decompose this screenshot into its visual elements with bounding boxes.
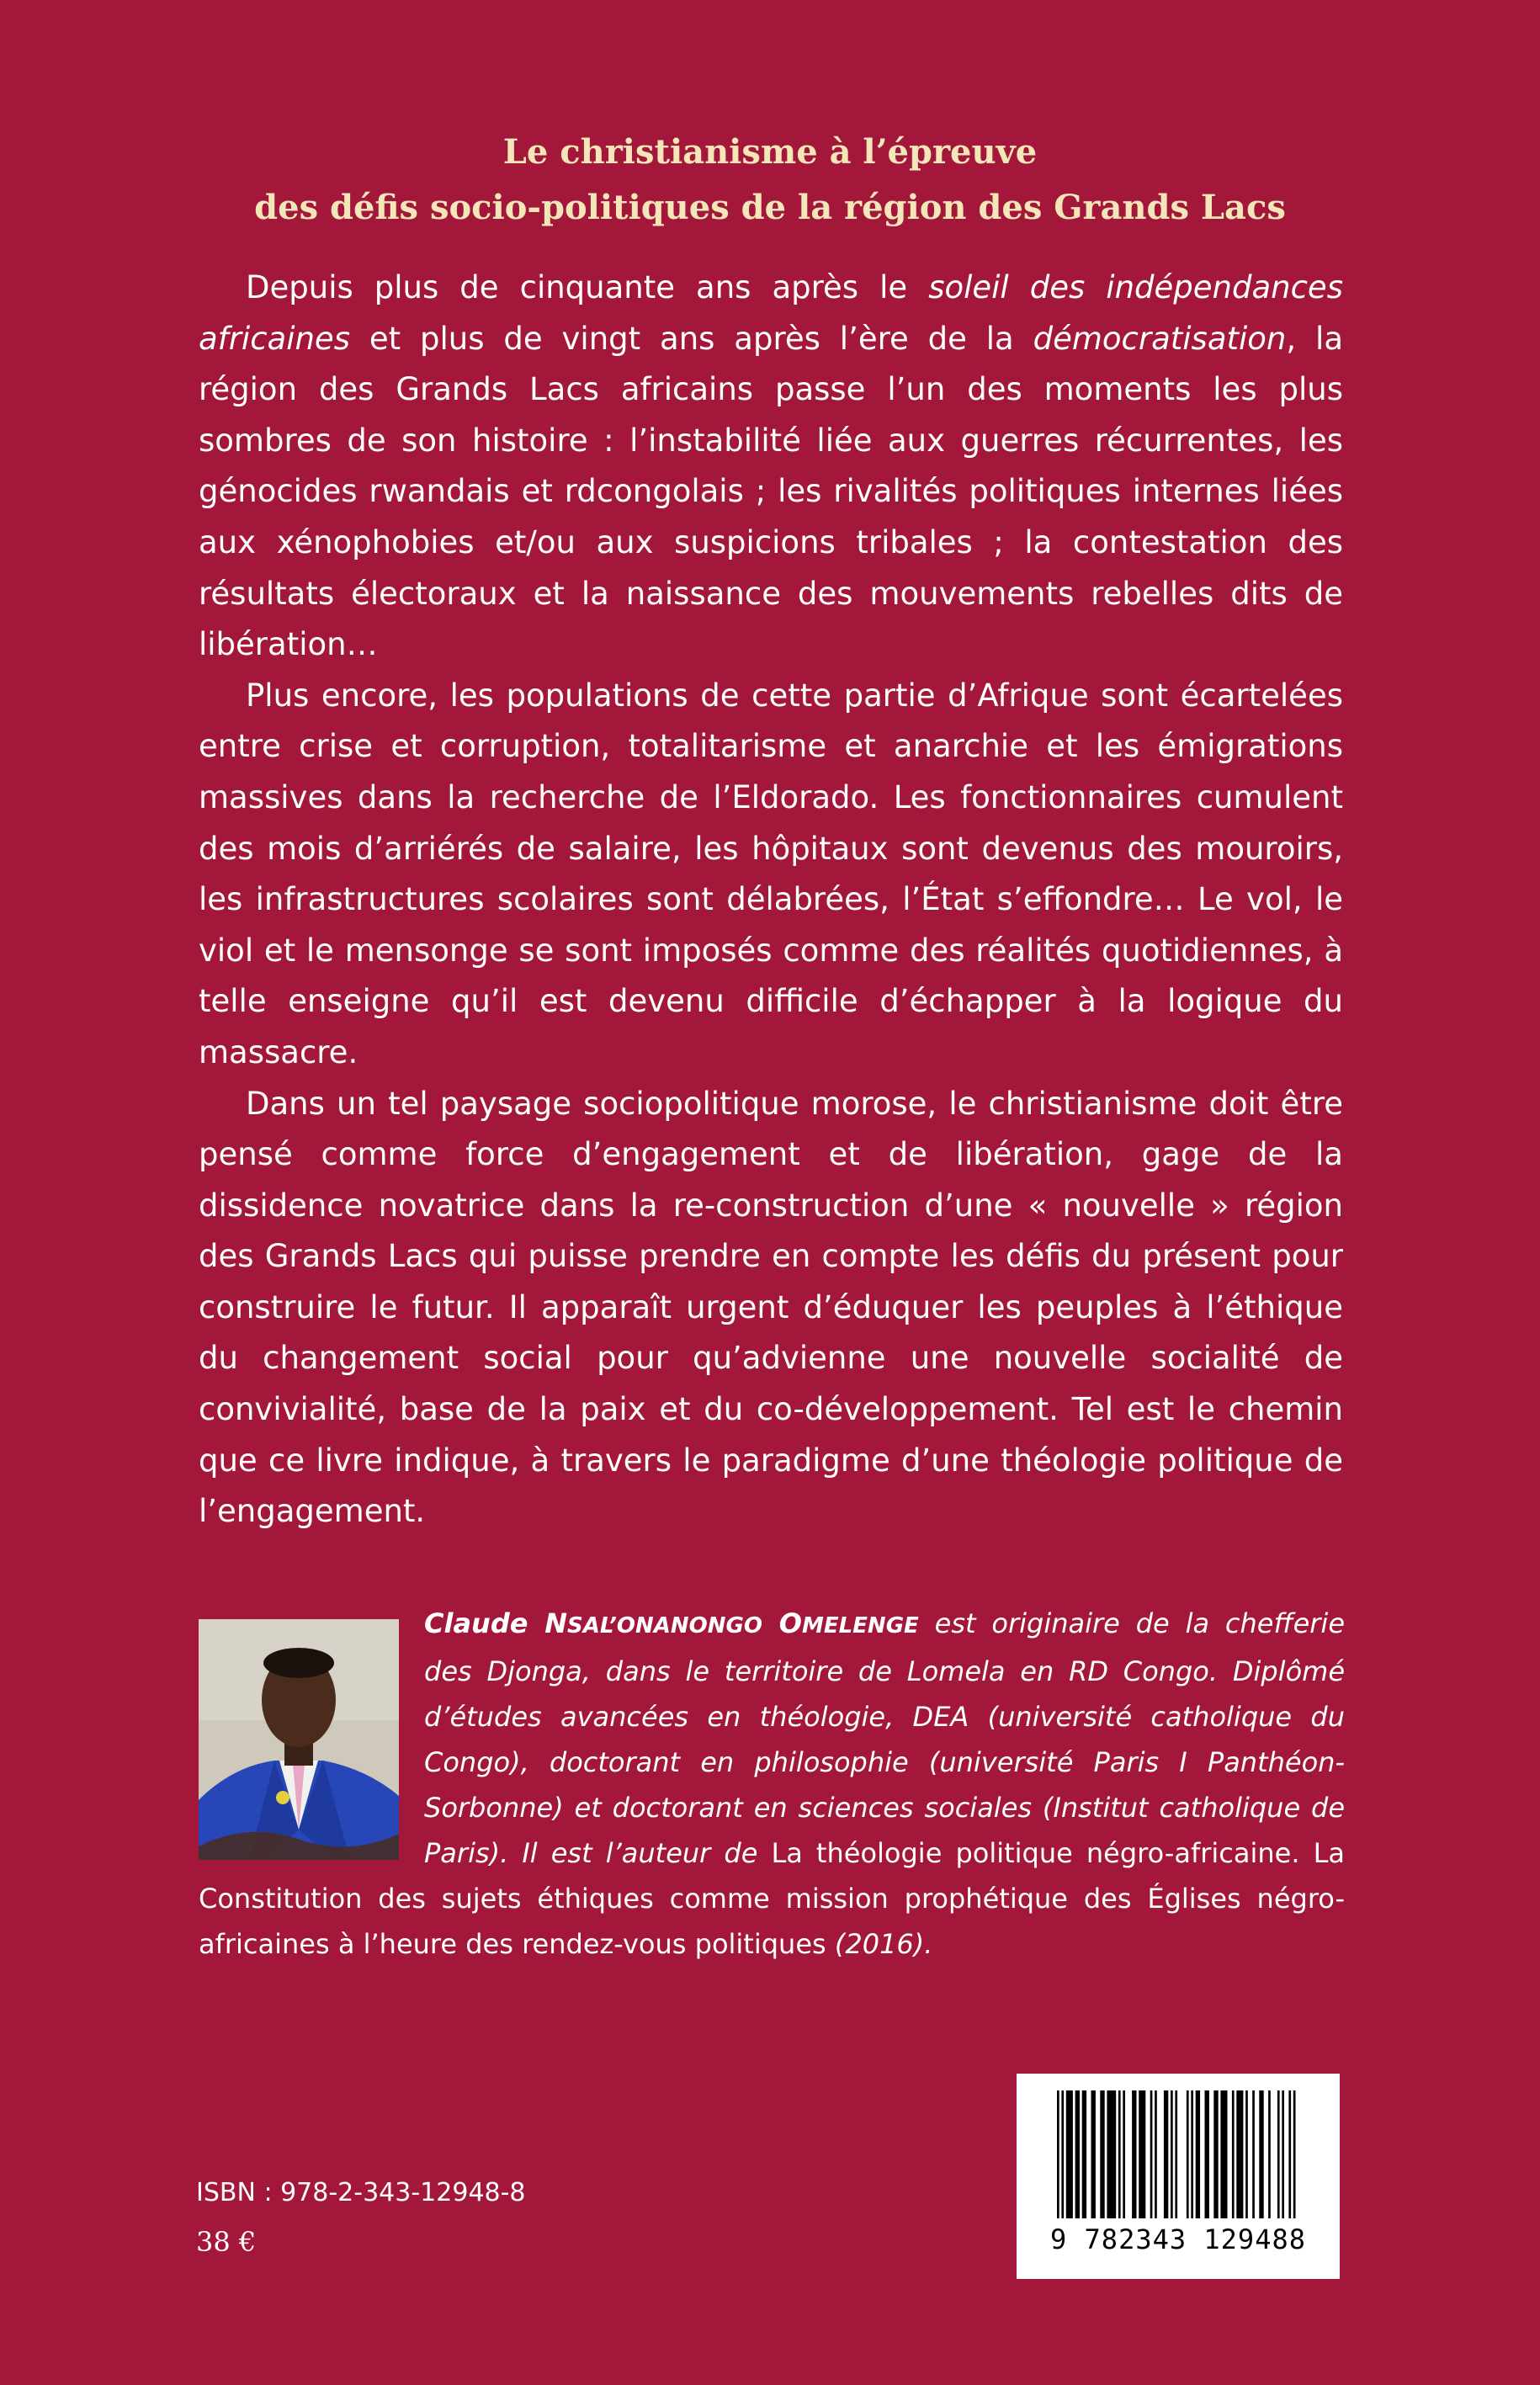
barcode-box (1017, 2074, 1340, 2279)
barcode-bar (1150, 2090, 1153, 2218)
barcode-bar (1139, 2090, 1145, 2218)
barcode-bar (1066, 2090, 1073, 2218)
barcode-bar (1123, 2090, 1125, 2218)
price: 38 € (196, 2226, 257, 2258)
barcode-bar (1164, 2090, 1168, 2218)
barcode-bar (1220, 2090, 1227, 2218)
barcode-bar (1236, 2090, 1243, 2218)
barcode-bar (1232, 2090, 1235, 2218)
author-book-title: La théologie politique négro-africaine. La Constitution des sujets éthiques comme mission prophétique des Églises négro-africaines à l’heure des rendez-vous politiques (199, 1837, 1346, 1960)
blurb-p1-a: Depuis plus de cinquante ans après le (246, 269, 929, 305)
barcode-bar (1118, 2090, 1121, 2218)
blurb-p1-emphasis-1: soleil des indépendances africaines (199, 269, 1343, 357)
barcode-bar (1293, 2090, 1296, 2218)
barcode-bar (1175, 2090, 1177, 2218)
blurb-paragraph-2: Plus encore, les populations de cette partie d’Afrique sont écartelées entre crise et corruption, totalitarisme et anarchie et les émigrations massives dans la recherche de l’Eldorado. Les fonctionnaires cumulent des mois d’arriérés de salaire, les hôpitaux sont devenus des mouroirs, les infrastructures scolaires sont délabrées, l’État s’effondre… Le vol, le viol et le mensonge se sont imposés comme des réalités quotidiennes, à telle enseigne qu’il est devenu difficile d’échapper à la logique du massacre. (199, 677, 1343, 1070)
barcode-bar (1171, 2090, 1173, 2218)
blurb-p1-c: et plus de vingt ans après l’ère de la (349, 320, 1033, 357)
barcode-bar (1205, 2090, 1209, 2218)
barcode-bar (1132, 2090, 1136, 2218)
barcode-bar (1213, 2090, 1218, 2218)
barcode-bar (1282, 2090, 1284, 2218)
author-portrait-image (199, 1619, 399, 1860)
blurb (199, 263, 1343, 1538)
barcode-bar (1268, 2090, 1271, 2218)
title-line-1: Le christianisme à l’épreuve (502, 132, 1038, 172)
barcode-bar (1187, 2090, 1189, 2218)
barcode-bar (1107, 2090, 1116, 2218)
barcode-bar (1061, 2090, 1064, 2218)
blurb-paragraph-1 (199, 263, 1343, 671)
blurb-p1-e: , la région des Grands Lacs africains passe l’un des moments les plus sombres de son histoire : l’instabilité liée aux guerres récurrentes, les génocides rwandais et rdcongolais ; les rivalités politiques internes liées aux xénophobies et/ou aux suspicions tribales ; la contestation des résultats électoraux et la naissance des mouvements rebelles dits de libération… (199, 320, 1343, 663)
barcode-bar (1100, 2090, 1104, 2218)
barcode-bar (1191, 2090, 1193, 2218)
barcode-bar (1252, 2090, 1255, 2218)
author-name: Claude NSAL’ONANONGO OMELENGE (424, 1607, 919, 1639)
author-book-year: (2016). (826, 1928, 933, 1960)
barcode-bar (1091, 2090, 1096, 2218)
book-title (0, 125, 1540, 236)
barcode-bar (1288, 2090, 1291, 2218)
blurb-p1-emphasis-2: démocratisation (1033, 320, 1287, 357)
author-bio (199, 1601, 1345, 1967)
barcode-bar (1196, 2090, 1200, 2218)
barcode-bar (1245, 2090, 1248, 2218)
barcode-bar (1259, 2090, 1263, 2218)
author-bio-text: est originaire de la chefferie des Djonga, dans le territoire de Lomela en RD Congo. Diplômé d’études avancées en théologie, DEA (université catholique du Congo), doctorant en philosophie (université Paris I Panthéon-Sorbonne) et doctorant en sciences sociales (Institut catholique de Paris). Il est l’auteur de (424, 1607, 1346, 1869)
author-photo (199, 1619, 399, 1860)
blurb-paragraph-3: Dans un tel paysage sociopolitique morose, le christianisme doit être pensé comme force d’engagement et de libération, gage de la dissidence novatrice dans la re-construction d’une « nouvelle » région des Grands Lacs qui puisse prendre en compte les défis du présent pour construire le futur. Il apparaît urgent d’éduquer les peuples à l’éthique du changement social pour qu’advienne une nouvelle socialité de convivialité, base de la paix et du co-développement. Tel est le chemin que ce livre indique, à travers le paradigme d’une théologie politique de l’engagement. (199, 1085, 1343, 1530)
barcode-bar (1082, 2090, 1086, 2218)
title-line-2: des défis socio-politiques de la région des Grands Lacs (254, 188, 1286, 227)
barcode-bar (1057, 2090, 1059, 2218)
barcode-bar (1075, 2090, 1080, 2218)
barcode-bar (1155, 2090, 1157, 2218)
isbn: ISBN : 978-2-343-12948-8 (196, 2178, 526, 2207)
barcode-digits: 9 782343 129488 (1050, 2223, 1306, 2255)
barcode-bar (1277, 2090, 1280, 2218)
